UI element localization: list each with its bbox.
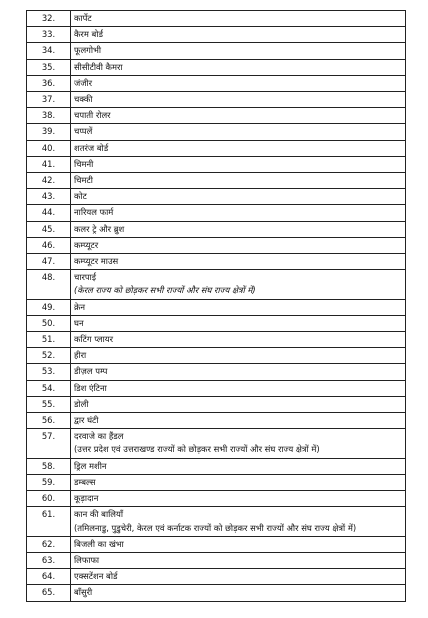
item-name: डम्बल्स bbox=[74, 476, 96, 487]
item-name: कलर ट्रे और ब्रुश bbox=[74, 223, 125, 234]
serial-number: 56. bbox=[27, 413, 71, 429]
table-row bbox=[27, 75, 406, 91]
item-name: लिफाफा bbox=[74, 554, 100, 565]
serial-number: 33. bbox=[27, 27, 71, 43]
serial-number: 42. bbox=[27, 173, 71, 189]
item-name: कम्प्यूटर माउस bbox=[74, 256, 119, 267]
item-cell bbox=[71, 364, 406, 380]
serial-number: 34. bbox=[27, 43, 71, 59]
table-row bbox=[27, 156, 406, 172]
table-row bbox=[27, 332, 406, 348]
table-row bbox=[27, 254, 406, 270]
item-name: कैरम बोर्ड bbox=[74, 29, 103, 40]
serial-number: 64. bbox=[27, 569, 71, 585]
serial-number: 57. bbox=[27, 429, 71, 458]
item-name: नारियल फार्म bbox=[74, 207, 114, 218]
item-name: सीसीटीवी कैमरा bbox=[74, 61, 123, 72]
item-name: चक्की bbox=[74, 94, 93, 105]
table-row bbox=[27, 27, 406, 43]
table-row bbox=[27, 458, 406, 474]
item-name: जंजीर bbox=[74, 77, 93, 88]
table-row bbox=[27, 205, 406, 221]
table-row bbox=[27, 569, 406, 585]
table-row bbox=[27, 299, 406, 315]
item-note: (केरल राज्य को छोड़कर सभी राज्यों और संघ राज्य क्षेत्रों में) bbox=[74, 285, 256, 296]
item-cell bbox=[71, 59, 406, 75]
serial-number: 53. bbox=[27, 364, 71, 380]
item-cell bbox=[71, 380, 406, 396]
serial-number: 52. bbox=[27, 348, 71, 364]
item-name: डिश एंटिना bbox=[74, 382, 107, 393]
item-name: चपाती रोलर bbox=[74, 110, 111, 121]
serial-number: 40. bbox=[27, 140, 71, 156]
item-name: चिमटी bbox=[74, 175, 93, 186]
serial-number: 55. bbox=[27, 396, 71, 412]
item-name: चप्पलें bbox=[74, 126, 93, 137]
item-cell bbox=[71, 536, 406, 552]
item-name: बिजली का खंभा bbox=[74, 538, 124, 549]
serial-number: 50. bbox=[27, 315, 71, 331]
table-row bbox=[27, 429, 406, 458]
table-row bbox=[27, 380, 406, 396]
item-cell bbox=[71, 332, 406, 348]
table-row bbox=[27, 221, 406, 237]
serial-number: 54. bbox=[27, 380, 71, 396]
item-cell bbox=[71, 569, 406, 585]
table-row bbox=[27, 270, 406, 299]
table-row bbox=[27, 507, 406, 536]
item-cell bbox=[71, 92, 406, 108]
serial-number: 35. bbox=[27, 59, 71, 75]
serial-number: 59. bbox=[27, 474, 71, 490]
table-row bbox=[27, 43, 406, 59]
item-name: बाँसुरी bbox=[74, 587, 93, 598]
item-cell bbox=[71, 75, 406, 91]
item-cell bbox=[71, 27, 406, 43]
item-cell bbox=[71, 270, 406, 299]
item-name: क्रेन bbox=[74, 301, 86, 312]
serial-number: 37. bbox=[27, 92, 71, 108]
table-row bbox=[27, 11, 406, 27]
item-name: हीरा bbox=[74, 350, 87, 361]
item-note: (तमिलनाडु, पुडुचेरी, केरल एवं कर्नाटक राज्यों को छोड़कर सभी राज्यों और संघ राज्य क्षेत्रों में) bbox=[74, 522, 357, 533]
item-cell bbox=[71, 156, 406, 172]
serial-number: 43. bbox=[27, 189, 71, 205]
item-cell bbox=[71, 429, 406, 458]
item-name: चिमनी bbox=[74, 158, 94, 169]
item-name: डोली bbox=[74, 398, 89, 409]
item-cell bbox=[71, 43, 406, 59]
item-cell bbox=[71, 140, 406, 156]
table-row bbox=[27, 108, 406, 124]
item-name: डीज़ल पम्प bbox=[74, 366, 108, 377]
item-cell bbox=[71, 585, 406, 601]
serial-number: 38. bbox=[27, 108, 71, 124]
item-cell bbox=[71, 474, 406, 490]
serial-number: 32. bbox=[27, 11, 71, 27]
table-row bbox=[27, 124, 406, 140]
table-row bbox=[27, 140, 406, 156]
item-cell bbox=[71, 173, 406, 189]
item-name: कान की बालियाँ bbox=[74, 509, 123, 520]
item-cell bbox=[71, 413, 406, 429]
table-row bbox=[27, 237, 406, 253]
item-name: द्वार घंटी bbox=[74, 415, 99, 426]
table-row bbox=[27, 474, 406, 490]
item-name: शतरंज बोर्ड bbox=[74, 142, 109, 153]
serial-number: 36. bbox=[27, 75, 71, 91]
serial-number: 61. bbox=[27, 507, 71, 536]
item-name: दरवाजे का हैंडल bbox=[74, 431, 124, 442]
item-cell bbox=[71, 237, 406, 253]
serial-number: 39. bbox=[27, 124, 71, 140]
table-row bbox=[27, 396, 406, 412]
item-name: घन bbox=[74, 317, 84, 328]
item-cell bbox=[71, 205, 406, 221]
item-cell bbox=[71, 299, 406, 315]
item-name: चारपाई bbox=[74, 272, 96, 283]
item-cell bbox=[71, 507, 406, 536]
items-table-body bbox=[27, 11, 406, 602]
table-row bbox=[27, 59, 406, 75]
item-name: एक्सटेंशन बोर्ड bbox=[74, 571, 118, 582]
serial-number: 44. bbox=[27, 205, 71, 221]
serial-number: 58. bbox=[27, 458, 71, 474]
item-cell bbox=[71, 11, 406, 27]
item-cell bbox=[71, 124, 406, 140]
serial-number: 60. bbox=[27, 491, 71, 507]
item-name: ड्रिल मशीन bbox=[74, 460, 107, 471]
table-row bbox=[27, 315, 406, 331]
item-cell bbox=[71, 108, 406, 124]
item-note: (उत्तर प्रदेश एवं उत्तराखण्ड राज्यों को छोड़कर सभी राज्यों और संघ राज्य क्षेत्रों में) bbox=[74, 444, 320, 455]
item-name: फूलगोभी bbox=[74, 45, 102, 56]
serial-number: 45. bbox=[27, 221, 71, 237]
item-cell bbox=[71, 491, 406, 507]
item-cell bbox=[71, 254, 406, 270]
serial-number: 49. bbox=[27, 299, 71, 315]
table-row bbox=[27, 364, 406, 380]
table-row bbox=[27, 348, 406, 364]
item-cell bbox=[71, 315, 406, 331]
serial-number: 48. bbox=[27, 270, 71, 299]
serial-number: 41. bbox=[27, 156, 71, 172]
serial-number: 51. bbox=[27, 332, 71, 348]
item-name: कटिंग प्लायर bbox=[74, 334, 114, 345]
table-row bbox=[27, 173, 406, 189]
table-row bbox=[27, 536, 406, 552]
item-cell bbox=[71, 189, 406, 205]
table-row bbox=[27, 585, 406, 601]
item-cell bbox=[71, 348, 406, 364]
items-table bbox=[26, 10, 406, 602]
serial-number: 65. bbox=[27, 585, 71, 601]
item-cell bbox=[71, 221, 406, 237]
table-row bbox=[27, 552, 406, 568]
serial-number: 47. bbox=[27, 254, 71, 270]
table-row bbox=[27, 413, 406, 429]
serial-number: 62. bbox=[27, 536, 71, 552]
item-cell bbox=[71, 396, 406, 412]
serial-number: 46. bbox=[27, 237, 71, 253]
table-row bbox=[27, 491, 406, 507]
item-name: कार्पेट bbox=[74, 13, 92, 23]
item-cell bbox=[71, 458, 406, 474]
item-name: कोट bbox=[74, 191, 87, 202]
table-row bbox=[27, 189, 406, 205]
item-cell bbox=[71, 552, 406, 568]
serial-number: 63. bbox=[27, 552, 71, 568]
item-name: कूड़ादान bbox=[74, 493, 99, 504]
table-row bbox=[27, 92, 406, 108]
item-name: कम्प्यूटर bbox=[74, 239, 99, 250]
